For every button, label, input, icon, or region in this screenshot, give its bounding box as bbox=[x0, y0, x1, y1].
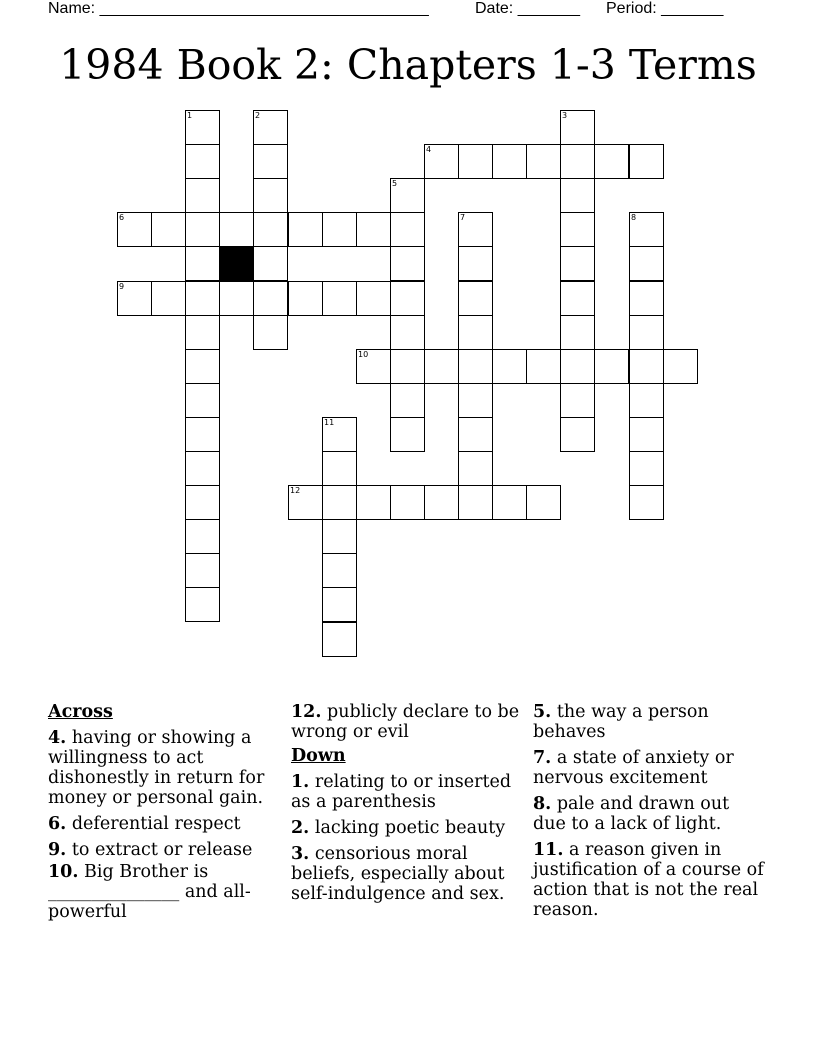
clue-across-12 bbox=[291, 702, 523, 742]
clue-column-2 bbox=[291, 702, 523, 910]
answer-cell[interactable] bbox=[390, 178, 425, 213]
answer-cell[interactable] bbox=[492, 144, 527, 179]
answer-cell[interactable] bbox=[356, 485, 391, 520]
clue-number: 10. bbox=[48, 862, 79, 882]
clue-number-label: 7 bbox=[460, 213, 466, 222]
answer-cell[interactable] bbox=[629, 383, 664, 418]
clue-down-3 bbox=[291, 844, 523, 904]
down-heading: Down bbox=[291, 746, 346, 766]
clue-number-label: 2 bbox=[255, 111, 261, 120]
clue-number: 3. bbox=[291, 844, 310, 864]
answer-cell[interactable] bbox=[560, 212, 595, 247]
blocked-cell bbox=[219, 246, 254, 281]
clue-text: having or showing a willingness to act dishonestly in return for money or personal gain. bbox=[48, 728, 265, 808]
answer-cell[interactable] bbox=[390, 212, 425, 247]
puzzle-title: 1984 Book 2: Chapters 1-3 Terms bbox=[59, 41, 757, 89]
answer-cell[interactable] bbox=[253, 212, 288, 247]
answer-cell[interactable] bbox=[253, 315, 288, 350]
answer-cell[interactable] bbox=[594, 349, 629, 384]
answer-cell[interactable] bbox=[629, 315, 664, 350]
answer-cell[interactable] bbox=[253, 144, 288, 179]
clue-text: relating to or inserted as a parenthesis bbox=[291, 772, 512, 812]
period-field[interactable]: Period: _______ bbox=[606, 0, 724, 17]
clue-number: 4. bbox=[48, 728, 67, 748]
answer-cell[interactable] bbox=[219, 281, 254, 316]
answer-cell[interactable] bbox=[458, 315, 493, 350]
clue-number: 11. bbox=[533, 840, 564, 860]
answer-cell[interactable] bbox=[424, 144, 459, 179]
clue-number: 5. bbox=[533, 702, 552, 722]
answer-cell[interactable] bbox=[458, 246, 493, 281]
clue-text: pale and drawn out due to a lack of light. bbox=[533, 794, 730, 834]
clue-across-10 bbox=[48, 862, 280, 922]
answer-cell[interactable] bbox=[185, 553, 220, 588]
answer-cell[interactable] bbox=[560, 349, 595, 384]
answer-cell[interactable] bbox=[322, 587, 357, 622]
answer-cell[interactable] bbox=[185, 485, 220, 520]
answer-cell[interactable] bbox=[390, 315, 425, 350]
clue-number-label: 8 bbox=[631, 213, 637, 222]
clue-number-label: 11 bbox=[324, 418, 335, 427]
clue-number-label: 6 bbox=[119, 213, 125, 222]
clue-across-9 bbox=[48, 840, 280, 860]
answer-cell[interactable] bbox=[390, 417, 425, 452]
answer-cell[interactable] bbox=[356, 281, 391, 316]
answer-cell[interactable] bbox=[458, 485, 493, 520]
answer-cell[interactable] bbox=[629, 281, 664, 316]
answer-cell[interactable] bbox=[390, 246, 425, 281]
answer-cell[interactable] bbox=[560, 178, 595, 213]
clue-text: a reason given in justification of a course of action that is not the real reason. bbox=[533, 840, 764, 920]
clue-across-6 bbox=[48, 814, 280, 834]
answer-cell[interactable] bbox=[219, 212, 254, 247]
clue-number: 12. bbox=[291, 702, 322, 722]
answer-cell[interactable] bbox=[322, 553, 357, 588]
clue-number-label: 9 bbox=[119, 282, 125, 291]
answer-cell[interactable] bbox=[629, 485, 664, 520]
answer-cell[interactable] bbox=[390, 349, 425, 384]
answer-cell[interactable] bbox=[458, 212, 493, 247]
answer-cell[interactable] bbox=[560, 383, 595, 418]
clue-number-label: 12 bbox=[290, 486, 301, 495]
answer-cell[interactable] bbox=[185, 417, 220, 452]
clue-text: lacking poetic beauty bbox=[314, 818, 506, 838]
clue-number: 7. bbox=[533, 748, 552, 768]
clue-down-11 bbox=[533, 840, 765, 920]
answer-cell[interactable] bbox=[322, 519, 357, 554]
answer-cell[interactable] bbox=[185, 383, 220, 418]
answer-cell[interactable] bbox=[424, 349, 459, 384]
answer-cell[interactable] bbox=[560, 417, 595, 452]
answer-cell[interactable] bbox=[185, 587, 220, 622]
across-heading: Across bbox=[48, 702, 113, 722]
clue-down-5 bbox=[533, 702, 765, 742]
answer-cell[interactable] bbox=[288, 212, 323, 247]
clue-across-4 bbox=[48, 728, 280, 808]
answer-cell[interactable] bbox=[185, 519, 220, 554]
clue-number-label: 5 bbox=[392, 179, 398, 188]
answer-cell[interactable] bbox=[560, 144, 595, 179]
clue-down-7 bbox=[533, 748, 765, 788]
clue-number: 8. bbox=[533, 794, 552, 814]
clue-down-2 bbox=[291, 818, 523, 838]
answer-cell[interactable] bbox=[151, 212, 186, 247]
answer-cell[interactable] bbox=[185, 144, 220, 179]
clue-column-3 bbox=[533, 702, 765, 926]
answer-cell[interactable] bbox=[253, 178, 288, 213]
answer-cell[interactable] bbox=[663, 349, 698, 384]
answer-cell[interactable] bbox=[322, 212, 357, 247]
answer-cell[interactable] bbox=[629, 212, 664, 247]
answer-cell[interactable] bbox=[185, 246, 220, 281]
answer-cell[interactable] bbox=[185, 451, 220, 486]
clue-number-label: 1 bbox=[187, 111, 193, 120]
answer-cell[interactable] bbox=[185, 315, 220, 350]
answer-cell[interactable] bbox=[322, 622, 357, 657]
clue-text: censorious moral beliefs, especially about self-indulgence and sex. bbox=[291, 844, 505, 904]
answer-cell[interactable] bbox=[560, 246, 595, 281]
answer-cell[interactable] bbox=[253, 110, 288, 145]
answer-cell[interactable] bbox=[390, 383, 425, 418]
answer-cell[interactable] bbox=[322, 451, 357, 486]
answer-cell[interactable] bbox=[526, 144, 561, 179]
clue-number: 2. bbox=[291, 818, 310, 838]
clue-number-label: 10 bbox=[358, 350, 369, 359]
answer-cell[interactable] bbox=[458, 349, 493, 384]
answer-cell[interactable] bbox=[424, 485, 459, 520]
answer-cell[interactable] bbox=[185, 349, 220, 384]
clue-text: the way a person behaves bbox=[533, 702, 709, 742]
answer-cell[interactable] bbox=[185, 281, 220, 316]
clue-text: deferential respect bbox=[71, 814, 241, 834]
answer-cell[interactable] bbox=[526, 349, 561, 384]
clue-number: 1. bbox=[291, 772, 310, 792]
answer-cell[interactable] bbox=[629, 246, 664, 281]
date-field[interactable]: Date: _______ bbox=[475, 0, 580, 17]
answer-cell[interactable] bbox=[185, 178, 220, 213]
answer-cell[interactable] bbox=[253, 281, 288, 316]
answer-cell[interactable] bbox=[629, 451, 664, 486]
name-field[interactable]: Name: _____________________________________ bbox=[48, 0, 429, 17]
clue-number: 6. bbox=[48, 814, 67, 834]
answer-cell[interactable] bbox=[629, 144, 664, 179]
answer-cell[interactable] bbox=[151, 281, 186, 316]
answer-cell[interactable] bbox=[458, 383, 493, 418]
answer-cell[interactable] bbox=[117, 212, 152, 247]
answer-cell[interactable] bbox=[526, 485, 561, 520]
clue-number: 9. bbox=[48, 840, 67, 860]
answer-cell[interactable] bbox=[322, 485, 357, 520]
clue-down-1 bbox=[291, 772, 523, 812]
answer-cell[interactable] bbox=[185, 110, 220, 145]
clue-text: Big Brother is _______________ and all-powerful bbox=[48, 862, 251, 922]
answer-cell[interactable] bbox=[492, 349, 527, 384]
answer-cell[interactable] bbox=[390, 281, 425, 316]
answer-cell[interactable] bbox=[629, 417, 664, 452]
answer-cell[interactable] bbox=[356, 349, 391, 384]
answer-cell[interactable] bbox=[458, 417, 493, 452]
clue-text: publicly declare to be wrong or evil bbox=[291, 702, 520, 742]
clue-number-label: 4 bbox=[426, 145, 432, 154]
answer-cell[interactable] bbox=[356, 212, 391, 247]
answer-cell[interactable] bbox=[117, 281, 152, 316]
clue-column-1 bbox=[48, 702, 280, 928]
answer-cell[interactable] bbox=[253, 246, 288, 281]
answer-cell[interactable] bbox=[322, 417, 357, 452]
answer-cell[interactable] bbox=[492, 485, 527, 520]
clue-text: a state of anxiety or nervous excitement bbox=[533, 748, 734, 788]
answer-cell[interactable] bbox=[390, 485, 425, 520]
clue-down-8 bbox=[533, 794, 765, 834]
answer-cell[interactable] bbox=[629, 349, 664, 384]
answer-cell[interactable] bbox=[458, 451, 493, 486]
clue-text: to extract or release bbox=[71, 840, 253, 860]
answer-cell[interactable] bbox=[322, 281, 357, 316]
answer-cell[interactable] bbox=[185, 212, 220, 247]
answer-cell[interactable] bbox=[560, 110, 595, 145]
answer-cell[interactable] bbox=[288, 485, 323, 520]
clue-number-label: 3 bbox=[562, 111, 568, 120]
answer-cell[interactable] bbox=[594, 144, 629, 179]
answer-cell[interactable] bbox=[560, 315, 595, 350]
answer-cell[interactable] bbox=[288, 281, 323, 316]
answer-cell[interactable] bbox=[560, 281, 595, 316]
answer-cell[interactable] bbox=[458, 281, 493, 316]
answer-cell[interactable] bbox=[458, 144, 493, 179]
